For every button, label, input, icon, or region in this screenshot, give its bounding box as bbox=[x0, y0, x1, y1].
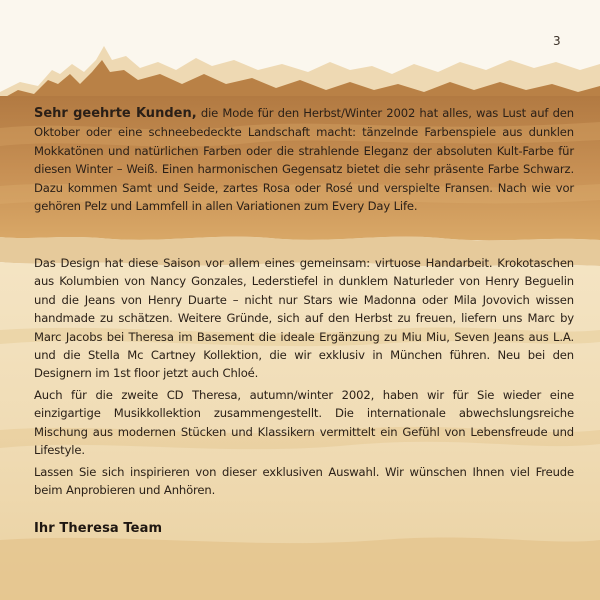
page-number: 3 bbox=[553, 34, 561, 48]
intro-text: die Mode für den Herbst/Winter 2002 hat alles, was Lust auf den Oktober oder eine schneebedeckte Landschaft macht: tänzelnde Farbenspiele aus dunklen Mokkatönen und natürlichen Farben oder die strahlende Eleganz der absoluten Kult-Farbe für diesen Winter – Weiß. Einen harmonischen Gegensatz bietet die sehr präsente Farbe Schwarz. Dazu kommen Samt und Seide, zartes Rosa oder Rosé und verspielte Fransen. Nach wie vor gehören Pelz und Lammfell in allen Variationen zum Every Day Life. bbox=[34, 106, 574, 214]
intro-paragraph bbox=[34, 104, 574, 215]
signature: Ihr Theresa Team bbox=[34, 521, 163, 536]
body-paragraph-design: Das Design hat diese Saison vor allem eines gemeinsam: virtuose Handarbeit. Krokotaschen aus Kolumbien von Nancy Gonzales, Lederstiefel in dunklem Naturleder von Henry Beguelin und die Jeans von Henry Duarte – nicht nur Stars wie Madonna oder Mila Jovovich wissen handmade zu schätzen. Weitere Gründe, sich auf den Herbst zu freuen, liefern uns Marc by Marc Jacobs bei Theresa im Basement die ideale Ergänzung zu Miu Miu, Seven Jeans aus L.A. und die Stella Mc Cartney Kollektion, die wir exklusiv in München führen. Neu bei den Designern im 1st floor jetzt auch Chloé. bbox=[34, 256, 574, 381]
body-paragraph-closing: Lassen Sie sich inspirieren von dieser exklusiven Auswahl. Wir wünschen Ihnen viel Freude beim Anprobieren und Anhören. bbox=[34, 465, 574, 498]
body-paragraph-music: Auch für die zweite CD Theresa, autumn/winter 2002, haben wir für Sie wieder eine einzigartige Musikkollektion zusammengestellt. Die internationale abwechslungsreiche Mischung aus modernen Stücken und Klassikern vermittelt ein Gefühl von Lebensfreude und Lifestyle. bbox=[34, 388, 574, 458]
salutation: Sehr geehrte Kunden, bbox=[34, 106, 197, 121]
